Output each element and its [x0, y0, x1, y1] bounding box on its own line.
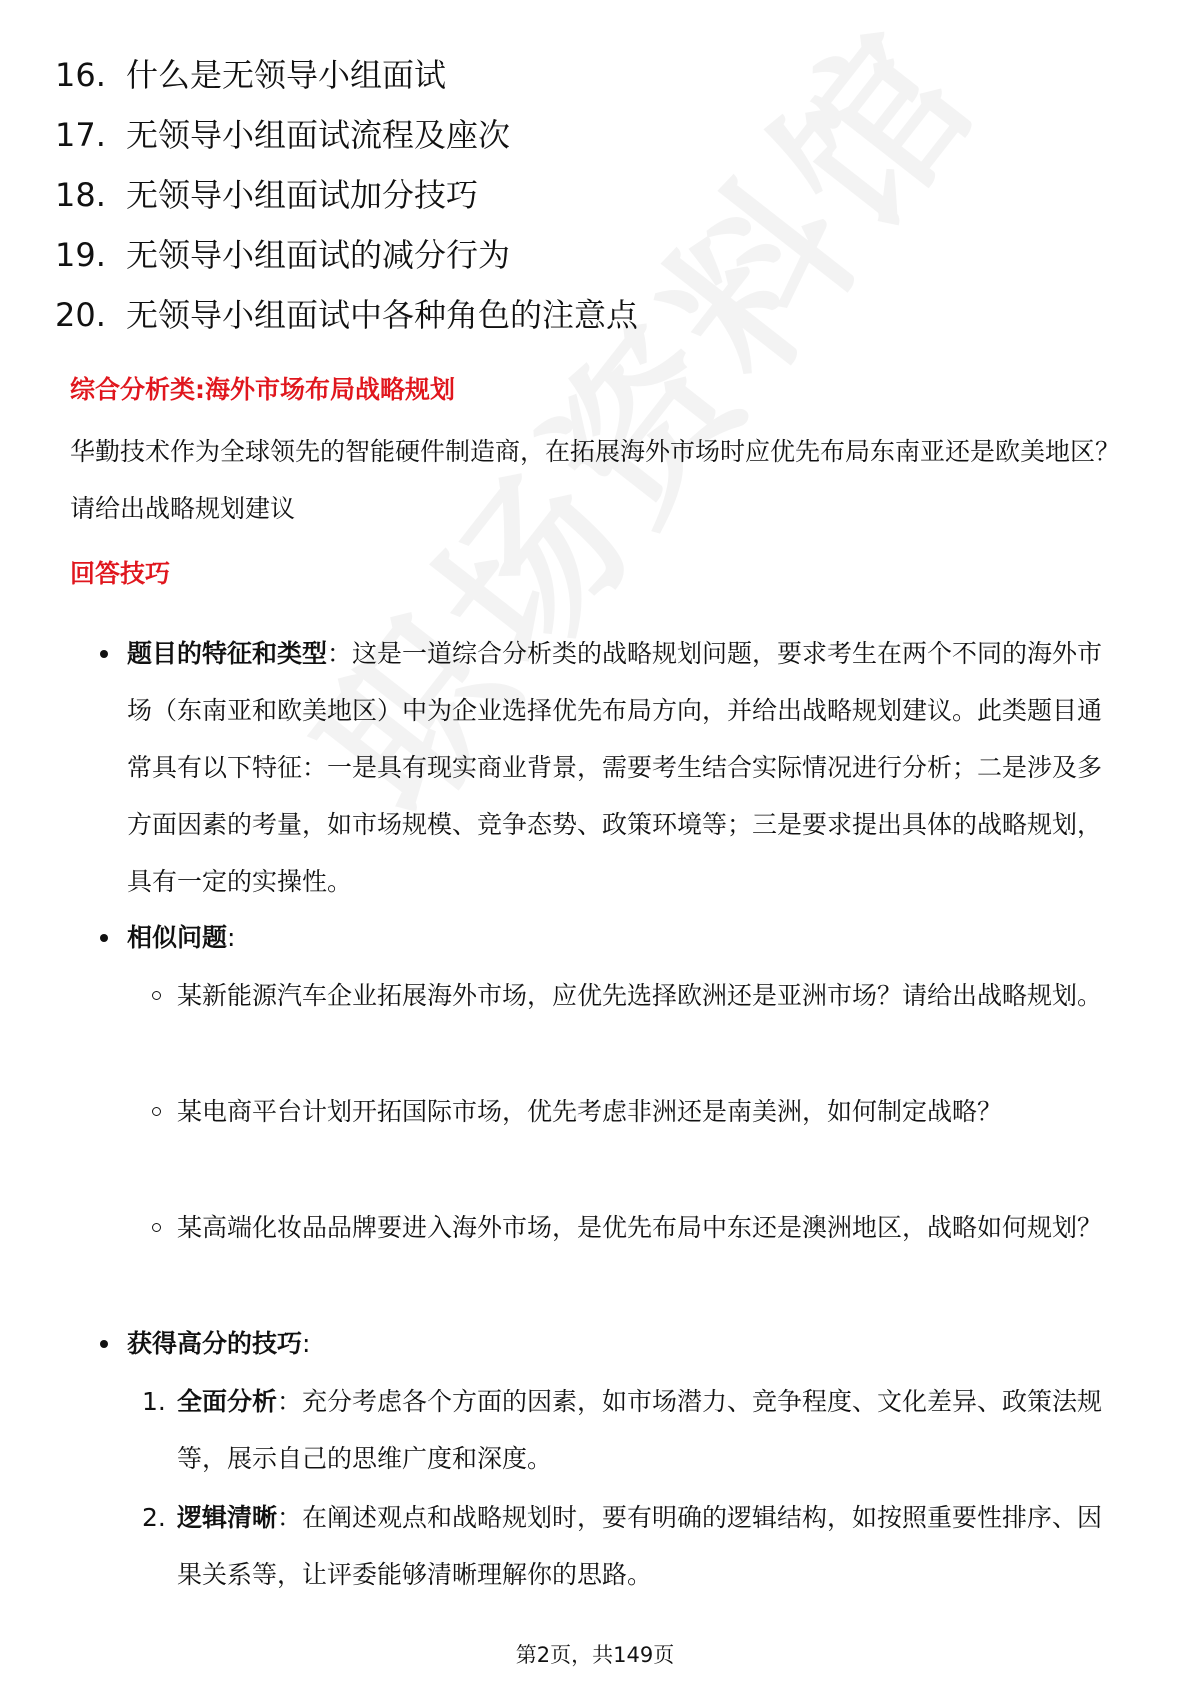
toc-item	[55, 292, 639, 352]
list-item: 某新能源汽车企业拓展海外市场，应优先选择欧洲还是亚洲市场？请给出战略规划。	[100, 967, 1110, 1024]
toc-item	[55, 232, 511, 292]
bullet-label: 题目的特征和类型	[127, 639, 328, 668]
circle-bullet	[152, 991, 161, 1000]
circle-bullet	[152, 1107, 161, 1116]
list-number: 2.	[142, 1503, 166, 1532]
numbered-list	[100, 1373, 1110, 1487]
toc-number: 18.	[55, 176, 106, 214]
bullet-label: 相似问题	[127, 923, 228, 952]
list-item: 某高端化妆品品牌要进入海外市场，是优先布局中东还是澳洲地区，战略如何规划？	[100, 1199, 1110, 1256]
item-label: 全面分析	[177, 1387, 278, 1416]
bullet-colon: :	[302, 1329, 311, 1358]
numbered-list	[100, 1489, 1110, 1603]
table-of-contents	[55, 52, 639, 352]
circle-bullet	[152, 1223, 161, 1232]
features-bullet	[100, 625, 1110, 910]
list-number: 1.	[142, 1387, 166, 1416]
list-item	[100, 1489, 1110, 1603]
toc-text: 无领导小组面试中各种角色的注意点	[126, 296, 639, 334]
bullet-text: ：这是一道综合分析类的战略规划问题，要求考生在两个不同的海外市场（东南亚和欧美地区）中为企业选择优先布局方向，并给出战略规划建议。此类题目通常具有以下特征：一是具有现实商业背景，需要考生结合实际情况进行分析；二是涉及多方面因素的考量，如市场规模、竞争态势、政策环境等；三是要求提出具体的战略规划，具有一定的实操性。	[127, 639, 1103, 896]
section-title: 综合分析类:海外市场布局战略规划	[70, 375, 455, 404]
bullet-label: 获得高分的技巧	[127, 1329, 303, 1358]
similar-list	[100, 1199, 1110, 1256]
toc-number: 20.	[55, 296, 106, 334]
toc-item	[55, 172, 479, 232]
toc-text: 无领导小组面试流程及座次	[126, 116, 511, 154]
high-score-bullet	[100, 1315, 1110, 1372]
list-item	[100, 1373, 1110, 1487]
page-footer: 第2页，共149页	[515, 1643, 675, 1667]
bullet-dot	[100, 1340, 108, 1348]
item-text: ：在阐述观点和战略规划时，要有明确的逻辑结构，如按照重要性排序、因果关系等，让评委能够清晰理解你的思路。	[177, 1503, 1103, 1589]
question-text: 华勤技术作为全球领先的智能硬件制造商，在拓展海外市场时应优先布局东南亚还是欧美地区？请给出战略规划建议	[70, 437, 1121, 523]
toc-text: 什么是无领导小组面试	[126, 56, 447, 94]
tips-title: 回答技巧	[70, 559, 171, 588]
bullet-colon: :	[227, 923, 236, 952]
toc-item	[55, 52, 447, 112]
toc-number: 19.	[55, 236, 106, 274]
toc-number: 16.	[55, 56, 106, 94]
similar-list	[100, 1083, 1110, 1140]
list-item: 某电商平台计划开拓国际市场，优先考虑非洲还是南美洲，如何制定战略？	[100, 1083, 1110, 1140]
toc-text: 无领导小组面试加分技巧	[126, 176, 479, 214]
similar-bullet	[100, 909, 1110, 966]
toc-text: 无领导小组面试的减分行为	[126, 236, 511, 274]
item-text: ：充分考虑各个方面的因素，如市场潜力、竞争程度、文化差异、政策法规等，展示自己的思维广度和深度。	[177, 1387, 1103, 1473]
toc-number: 17.	[55, 116, 106, 154]
item-label: 逻辑清晰	[177, 1503, 278, 1532]
bullet-dot	[100, 650, 108, 658]
bullet-dot	[100, 934, 108, 942]
similar-list	[100, 967, 1110, 1024]
toc-item	[55, 112, 511, 172]
